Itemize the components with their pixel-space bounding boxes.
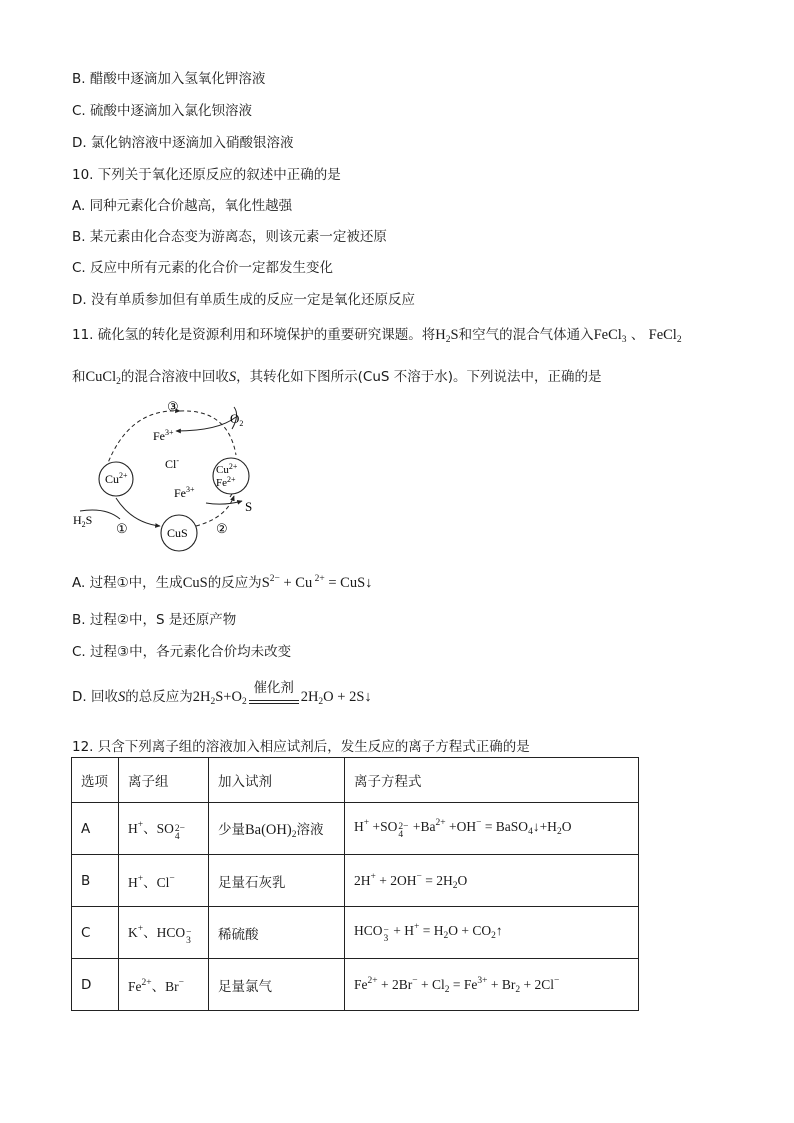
equation-cell: HCO − 3 + $H^+ = H_2O$ + $CO_2↑$: [345, 907, 639, 959]
ion-cell: K+、HCO − 3: [119, 907, 209, 959]
cl-label: Cl-: [165, 456, 180, 471]
reagent-cell: 足量氯气: [209, 959, 345, 1011]
step3-label: ③: [167, 399, 179, 414]
q10-option-a: A. 同种元素化合价越高，氧化性越强: [72, 198, 293, 214]
q10-option-b: B. 某元素由化合态变为游离态，则该元素一定被还原: [72, 229, 387, 245]
ion-cell: H+、SO 2− 4: [119, 803, 209, 855]
q10-stem: 10. 下列关于氧化还原反应的叙述中正确的是: [72, 167, 341, 183]
table-header-row: [72, 758, 639, 803]
dashed-arc-right: [180, 411, 236, 455]
header-cell: 加入试剂: [209, 758, 345, 803]
equation-cell: $Fe^{2+} + 2Br^- + Cl_2 = Fe^{3+} + Br_2 + 2Cl^-$: [345, 959, 639, 1011]
table-row: [72, 907, 639, 959]
cycle-diagram: [68, 393, 283, 553]
header-cell: 选项: [72, 758, 119, 803]
step1-label: ①: [116, 521, 128, 536]
o2-label: $O_2$: [230, 411, 244, 428]
s-product-label: S: [245, 499, 253, 514]
q11-option-c: C. 过程③中，各元素化合价均未改变: [72, 644, 292, 660]
equation-cell: $2H^+ + 2OH^- = 2H_2O$: [345, 855, 639, 907]
q9-option-b: B. 醋酸中逐滴加入氢氧化钾溶液: [72, 71, 266, 87]
ion-cell: $Fe^{2+}$、Br−: [119, 959, 209, 1011]
option-cell: B: [72, 855, 119, 907]
table-row: [72, 855, 639, 907]
o2-arrow: [176, 417, 236, 431]
q10-option-c: C. 反应中所有元素的化合价一定都发生变化: [72, 260, 334, 276]
ion-cell: H+、Cl−: [119, 855, 209, 907]
cus-label: CuS: [167, 526, 188, 540]
fe2-right-label: $Fe^{2+}$: [216, 475, 236, 489]
q9-option-d: D. 氯化钠溶液中逐滴加入硝酸银溶液: [72, 135, 294, 151]
table-row: [72, 959, 639, 1011]
reagent-cell: 稀硫酸: [209, 907, 345, 959]
fe3-mid-label: $Fe^{3+}$: [174, 485, 195, 500]
q11-stem-line1: 11. 硫化氢的转化是资源利用和环境保护的重要研究课题。将$H_2S$和空气的混合气体通入FeCl$_3$ 、 FeCl$_2$: [72, 327, 682, 345]
table-row: [72, 803, 639, 855]
q11-option-b: B. 过程②中，S 是还原产物: [72, 612, 237, 628]
q10-option-d: D. 没有单质参加但有单质生成的反应一定是氧化还原反应: [72, 292, 415, 308]
reagent-cell: 少量$Ba(OH)_2$溶液: [209, 803, 345, 855]
option-cell: A: [72, 803, 119, 855]
step2-label: ②: [216, 521, 228, 536]
option-cell: D: [72, 959, 119, 1011]
cu2-label: $Cu^{2+}$: [105, 471, 128, 486]
s-arrow: [206, 501, 242, 504]
q9-option-c: C. 硫酸中逐滴加入氯化钡溶液: [72, 103, 253, 119]
cu2-right-label: $Cu^{2+}$: [216, 462, 238, 476]
dashed-arc-bottom: [196, 496, 234, 526]
q11-stem-line2: 和CuCl$_2$的混合溶液中回收S，其转化如下图所示(CuS 不溶于水)。下列说法中，正确的是: [72, 369, 602, 387]
header-cell: 离子方程式: [345, 758, 639, 803]
q11-option-a: A. 过程①中，生成CuS的反应为$S^{2-} + Cu$ $^{2+}$ = CuS↓: [72, 574, 373, 591]
catalyst-arrow: 催化剂: [249, 694, 299, 704]
fe3-top-label: $Fe^{3+}$: [153, 428, 174, 443]
option-cell: C: [72, 907, 119, 959]
equation-cell: H+ +SO 2− 4 $+Ba^{2+} +OH^-$ = $BaSO_4↓+H_2O$: [345, 803, 639, 855]
q12-table: [71, 757, 639, 1011]
h2s-label: $H_2S$: [73, 513, 93, 529]
q11-option-d: D. 回收S的总反应为$2H_2S+O_2$ 催化剂 $2H_2O$ + 2S↓: [72, 680, 372, 707]
reagent-cell: 足量石灰乳: [209, 855, 345, 907]
q12-stem: 12. 只含下列离子组的溶液加入相应试剂后，发生反应的离子方程式正确的是: [72, 739, 530, 755]
header-cell: 离子组: [119, 758, 209, 803]
